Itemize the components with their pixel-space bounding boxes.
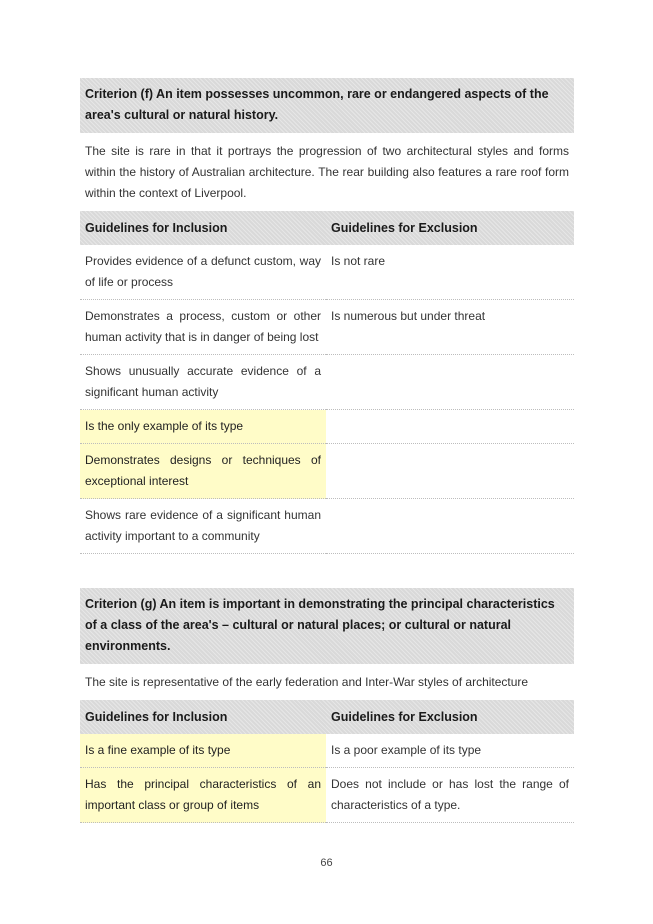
exclusion-cell [326, 499, 574, 554]
exclusion-cell: Is not rare [326, 245, 574, 300]
table-row [80, 734, 574, 768]
table-row [80, 245, 574, 300]
exclusion-cell: Is numerous but under threat [326, 300, 574, 355]
inclusion-header: Guidelines for Inclusion [80, 211, 326, 245]
exclusion-header: Guidelines for Exclusion [326, 700, 574, 734]
table-row [80, 355, 574, 410]
criterion-g-guidelines-table [80, 700, 574, 823]
table-row [80, 444, 574, 499]
exclusion-cell [326, 355, 574, 410]
exclusion-cell: Does not include or has lost the range of characteristics of a type. [326, 768, 574, 823]
inclusion-header: Guidelines for Inclusion [80, 700, 326, 734]
inclusion-cell-highlighted: Has the principal characteristics of an important class or group of items [80, 768, 326, 823]
inclusion-cell: Shows rare evidence of a significant human activity important to a community [80, 499, 326, 554]
inclusion-cell: Demonstrates a process, custom or other human activity that is in danger of being lost [80, 300, 326, 355]
table-header-row [80, 700, 574, 734]
table-row [80, 499, 574, 554]
table-row [80, 300, 574, 355]
inclusion-cell-highlighted: Is the only example of its type [80, 410, 326, 444]
inclusion-cell: Provides evidence of a defunct custom, way of life or process [80, 245, 326, 300]
exclusion-header: Guidelines for Exclusion [326, 211, 574, 245]
document-page [80, 78, 574, 823]
table-row [80, 768, 574, 823]
inclusion-cell: Shows unusually accurate evidence of a significant human activity [80, 355, 326, 410]
exclusion-cell: Is a poor example of its type [326, 734, 574, 768]
exclusion-cell [326, 410, 574, 444]
exclusion-cell [326, 444, 574, 499]
criterion-f-guidelines-table [80, 211, 574, 554]
inclusion-cell-highlighted: Is a fine example of its type [80, 734, 326, 768]
criterion-g-statement: The site is representative of the early federation and Inter-War styles of architecture [85, 675, 529, 689]
table-header-row [80, 211, 574, 245]
table-row [80, 410, 574, 444]
criterion-f-statement: The site is rare in that it portrays the progression of two architectural styles and forms within the history of Australian architecture. The rear building also features a rare roof form within the context of Liverpool. [85, 144, 569, 200]
criterion-f-heading: Criterion (f) An item possesses uncommon, rare or endangered aspects of the area's cultural or natural history. [80, 78, 574, 133]
inclusion-cell-highlighted: Demonstrates designs or techniques of exceptional interest [80, 444, 326, 499]
criterion-g-heading: Criterion (g) An item is important in demonstrating the principal characteristics of a class of the area's – cultural or natural places; or cultural or natural environments. [80, 588, 574, 664]
page-number: 66 [320, 857, 333, 869]
